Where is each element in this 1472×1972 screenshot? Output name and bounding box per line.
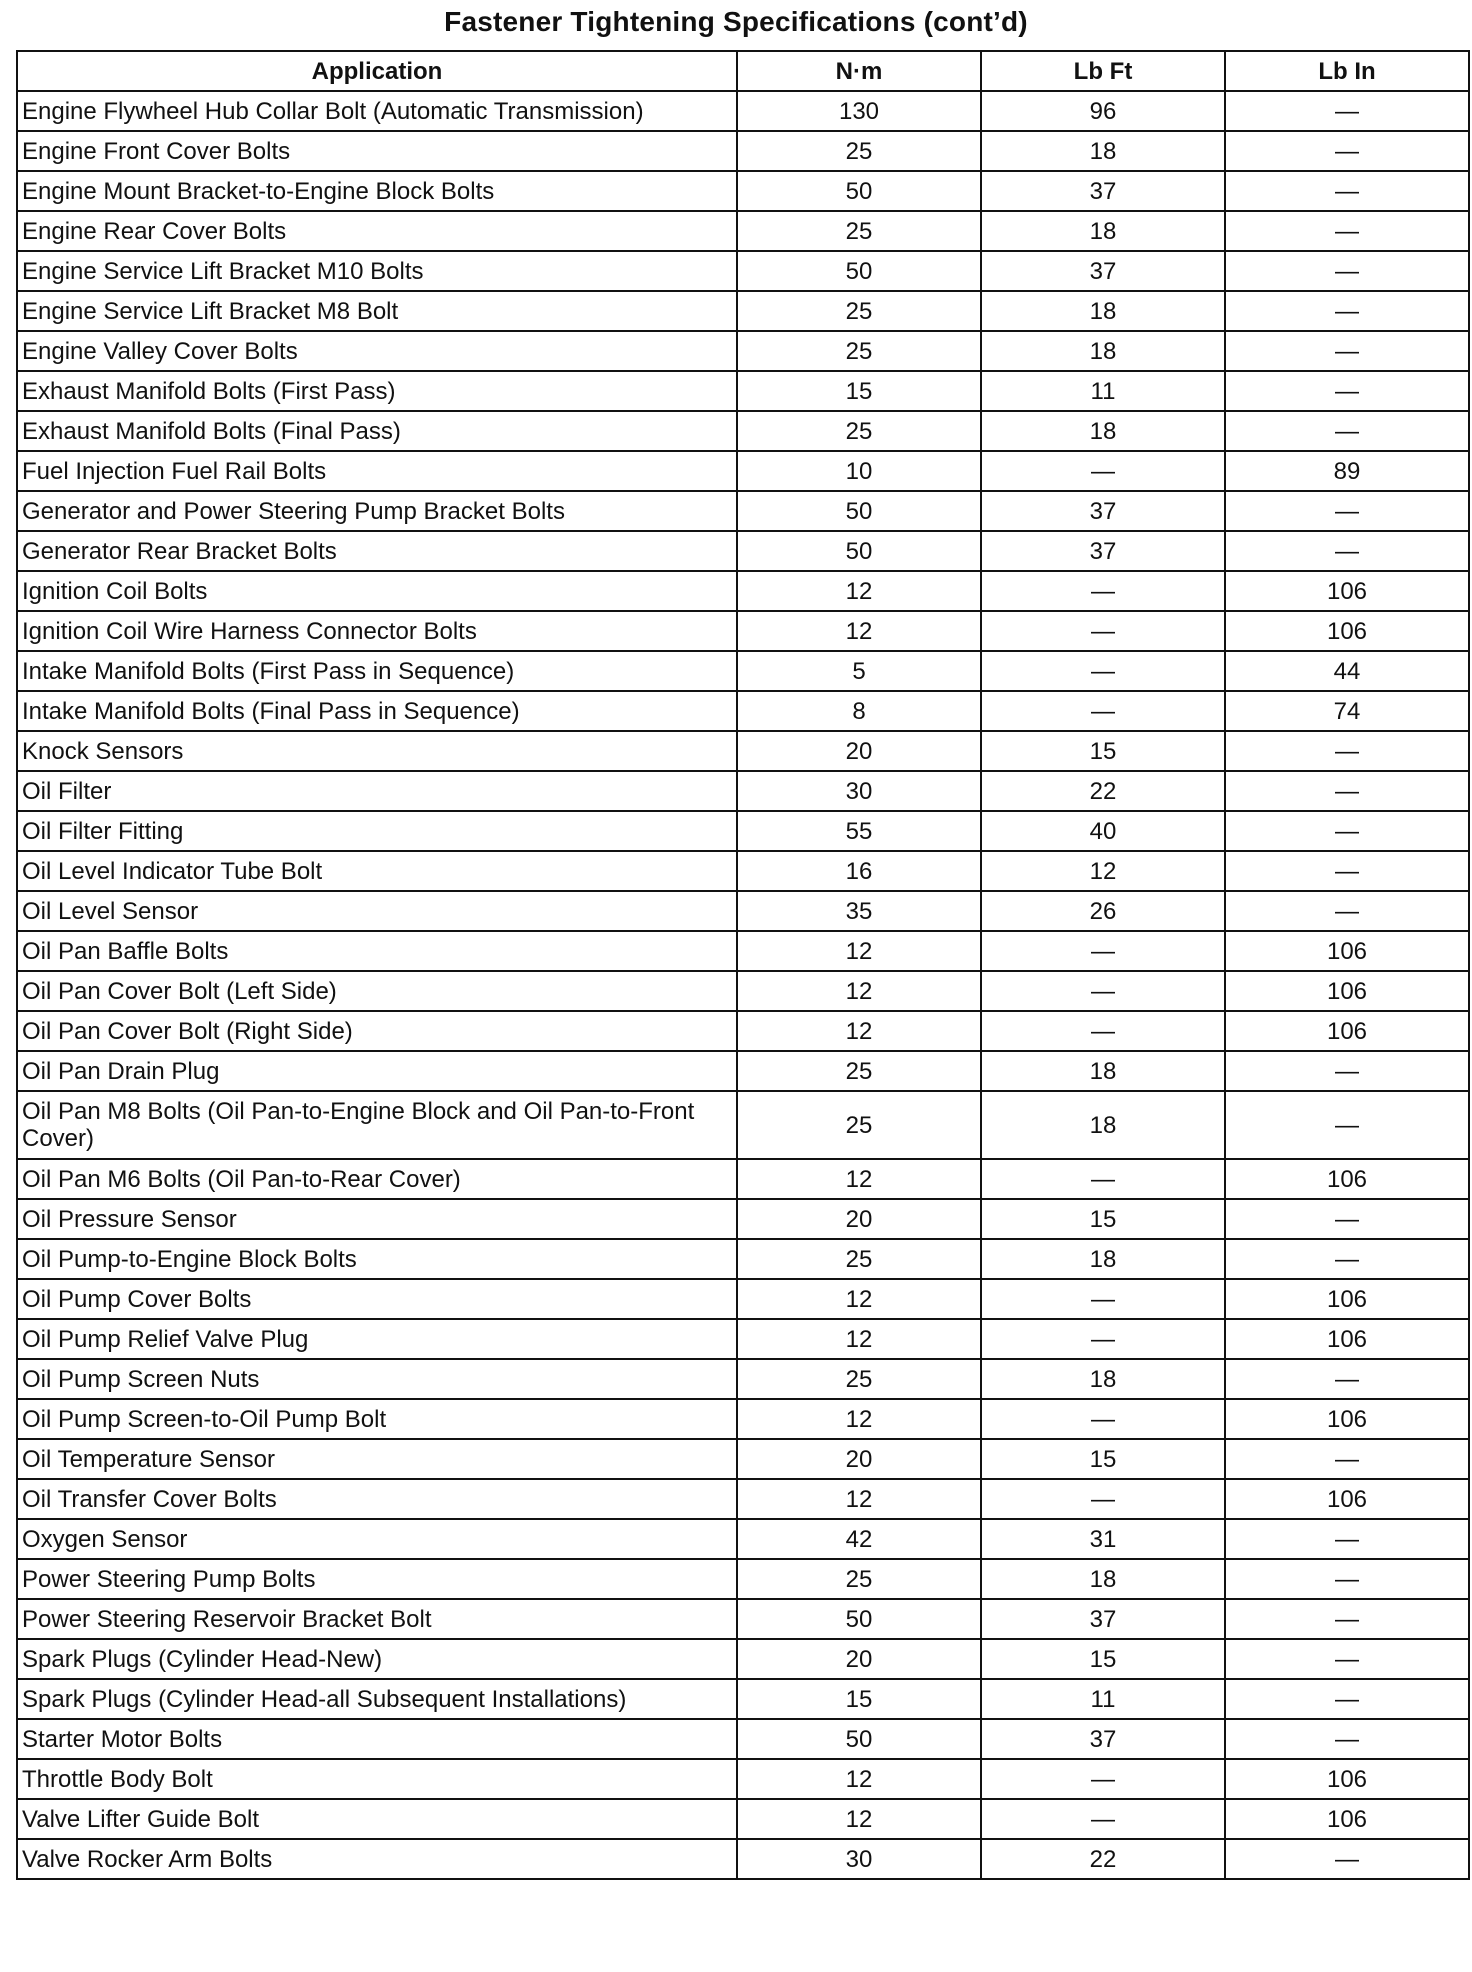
nm-cell: 20 xyxy=(737,731,981,771)
nm-cell: 20 xyxy=(737,1439,981,1479)
nm-cell: 50 xyxy=(737,1599,981,1639)
table-row xyxy=(17,251,1469,291)
application-cell: Oil Filter Fitting xyxy=(17,811,737,851)
application-cell: Oil Pump Screen-to-Oil Pump Bolt xyxy=(17,1399,737,1439)
lb-ft-cell: 37 xyxy=(981,491,1225,531)
table-row xyxy=(17,531,1469,571)
lb-in-cell: 89 xyxy=(1225,451,1469,491)
nm-cell: 12 xyxy=(737,971,981,1011)
table-row xyxy=(17,1159,1469,1199)
table-row xyxy=(17,411,1469,451)
table-row xyxy=(17,1599,1469,1639)
table-row xyxy=(17,731,1469,771)
application-cell: Knock Sensors xyxy=(17,731,737,771)
lb-ft-cell: — xyxy=(981,451,1225,491)
nm-cell: 12 xyxy=(737,571,981,611)
table-row xyxy=(17,1799,1469,1839)
table-row xyxy=(17,291,1469,331)
nm-cell: 15 xyxy=(737,371,981,411)
table-row xyxy=(17,451,1469,491)
nm-cell: 12 xyxy=(737,1319,981,1359)
lb-ft-cell: 11 xyxy=(981,371,1225,411)
table-row xyxy=(17,851,1469,891)
lb-ft-cell: 18 xyxy=(981,1091,1225,1159)
lb-ft-cell: 18 xyxy=(981,291,1225,331)
table-row xyxy=(17,1091,1469,1159)
table-row xyxy=(17,491,1469,531)
lb-ft-cell: 37 xyxy=(981,1719,1225,1759)
lb-ft-cell: 18 xyxy=(981,211,1225,251)
lb-in-cell: — xyxy=(1225,371,1469,411)
lb-in-cell: — xyxy=(1225,891,1469,931)
lb-ft-cell: — xyxy=(981,1159,1225,1199)
application-cell: Intake Manifold Bolts (Final Pass in Sequence) xyxy=(17,691,737,731)
application-cell: Engine Front Cover Bolts xyxy=(17,131,737,171)
application-cell: Oil Level Indicator Tube Bolt xyxy=(17,851,737,891)
lb-in-cell: 106 xyxy=(1225,1799,1469,1839)
application-cell: Oil Pan M6 Bolts (Oil Pan-to-Rear Cover) xyxy=(17,1159,737,1199)
lb-in-cell: — xyxy=(1225,811,1469,851)
application-cell: Oil Pump Relief Valve Plug xyxy=(17,1319,737,1359)
lb-ft-cell: 18 xyxy=(981,1239,1225,1279)
nm-cell: 12 xyxy=(737,1759,981,1799)
table-row xyxy=(17,331,1469,371)
lb-in-cell: — xyxy=(1225,1559,1469,1599)
application-cell: Power Steering Pump Bolts xyxy=(17,1559,737,1599)
lb-ft-cell: — xyxy=(981,1319,1225,1359)
lb-ft-cell: 31 xyxy=(981,1519,1225,1559)
table-row xyxy=(17,171,1469,211)
lb-ft-cell: — xyxy=(981,1479,1225,1519)
lb-ft-cell: — xyxy=(981,1279,1225,1319)
nm-cell: 12 xyxy=(737,1399,981,1439)
nm-cell: 25 xyxy=(737,1051,981,1091)
lb-in-cell: — xyxy=(1225,1599,1469,1639)
nm-cell: 5 xyxy=(737,651,981,691)
application-cell: Oil Pan M8 Bolts (Oil Pan-to-Engine Block and Oil Pan-to-Front Cover) xyxy=(17,1091,737,1159)
lb-in-cell: — xyxy=(1225,1199,1469,1239)
application-cell: Throttle Body Bolt xyxy=(17,1759,737,1799)
lb-ft-cell: — xyxy=(981,651,1225,691)
lb-ft-cell: 18 xyxy=(981,131,1225,171)
lb-ft-cell: 15 xyxy=(981,731,1225,771)
column-header-application: Application xyxy=(17,51,737,91)
application-cell: Engine Valley Cover Bolts xyxy=(17,331,737,371)
table-row xyxy=(17,1679,1469,1719)
application-cell: Power Steering Reservoir Bracket Bolt xyxy=(17,1599,737,1639)
nm-cell: 12 xyxy=(737,611,981,651)
lb-in-cell: — xyxy=(1225,1679,1469,1719)
application-cell: Oil Filter xyxy=(17,771,737,811)
application-cell: Valve Lifter Guide Bolt xyxy=(17,1799,737,1839)
table-row xyxy=(17,131,1469,171)
lb-in-cell: 106 xyxy=(1225,1319,1469,1359)
lb-ft-cell: — xyxy=(981,931,1225,971)
lb-in-cell: — xyxy=(1225,1639,1469,1679)
application-cell: Generator Rear Bracket Bolts xyxy=(17,531,737,571)
application-cell: Oil Temperature Sensor xyxy=(17,1439,737,1479)
lb-in-cell: 106 xyxy=(1225,1479,1469,1519)
lb-in-cell: — xyxy=(1225,1051,1469,1091)
application-cell: Engine Rear Cover Bolts xyxy=(17,211,737,251)
lb-in-cell: — xyxy=(1225,331,1469,371)
lb-in-cell: — xyxy=(1225,211,1469,251)
application-cell: Engine Service Lift Bracket M10 Bolts xyxy=(17,251,737,291)
table-row xyxy=(17,771,1469,811)
nm-cell: 25 xyxy=(737,331,981,371)
lb-ft-cell: — xyxy=(981,1011,1225,1051)
application-cell: Oil Pan Cover Bolt (Left Side) xyxy=(17,971,737,1011)
lb-ft-cell: 11 xyxy=(981,1679,1225,1719)
application-cell: Oil Pressure Sensor xyxy=(17,1199,737,1239)
table-row xyxy=(17,1719,1469,1759)
nm-cell: 50 xyxy=(737,491,981,531)
application-cell: Generator and Power Steering Pump Bracket Bolts xyxy=(17,491,737,531)
nm-cell: 20 xyxy=(737,1199,981,1239)
lb-in-cell: — xyxy=(1225,251,1469,291)
table-header-row xyxy=(17,51,1469,91)
nm-cell: 35 xyxy=(737,891,981,931)
application-cell: Starter Motor Bolts xyxy=(17,1719,737,1759)
application-cell: Intake Manifold Bolts (First Pass in Sequence) xyxy=(17,651,737,691)
nm-cell: 25 xyxy=(737,131,981,171)
application-cell: Ignition Coil Wire Harness Connector Bolts xyxy=(17,611,737,651)
nm-cell: 12 xyxy=(737,1159,981,1199)
application-cell: Exhaust Manifold Bolts (First Pass) xyxy=(17,371,737,411)
lb-in-cell: 44 xyxy=(1225,651,1469,691)
nm-cell: 20 xyxy=(737,1639,981,1679)
table-row xyxy=(17,1759,1469,1799)
application-cell: Oil Pump Cover Bolts xyxy=(17,1279,737,1319)
table-row xyxy=(17,1011,1469,1051)
nm-cell: 25 xyxy=(737,1091,981,1159)
table-row xyxy=(17,811,1469,851)
application-cell: Exhaust Manifold Bolts (Final Pass) xyxy=(17,411,737,451)
lb-in-cell: — xyxy=(1225,771,1469,811)
lb-ft-cell: — xyxy=(981,1759,1225,1799)
fastener-spec-table xyxy=(16,50,1470,1880)
lb-ft-cell: 18 xyxy=(981,411,1225,451)
application-cell: Oil Transfer Cover Bolts xyxy=(17,1479,737,1519)
table-row xyxy=(17,651,1469,691)
nm-cell: 50 xyxy=(737,171,981,211)
nm-cell: 25 xyxy=(737,291,981,331)
lb-ft-cell: — xyxy=(981,1799,1225,1839)
nm-cell: 16 xyxy=(737,851,981,891)
lb-in-cell: 106 xyxy=(1225,1011,1469,1051)
lb-in-cell: 106 xyxy=(1225,611,1469,651)
table-row xyxy=(17,1051,1469,1091)
application-cell: Oil Pan Drain Plug xyxy=(17,1051,737,1091)
lb-in-cell: 106 xyxy=(1225,931,1469,971)
nm-cell: 25 xyxy=(737,1239,981,1279)
nm-cell: 42 xyxy=(737,1519,981,1559)
table-row xyxy=(17,1479,1469,1519)
nm-cell: 12 xyxy=(737,1479,981,1519)
table-row xyxy=(17,931,1469,971)
table-row xyxy=(17,1239,1469,1279)
table-row xyxy=(17,891,1469,931)
lb-ft-cell: 18 xyxy=(981,1051,1225,1091)
lb-ft-cell: 12 xyxy=(981,851,1225,891)
lb-in-cell: 106 xyxy=(1225,1759,1469,1799)
table-row xyxy=(17,91,1469,131)
lb-ft-cell: 18 xyxy=(981,331,1225,371)
lb-ft-cell: 18 xyxy=(981,1559,1225,1599)
nm-cell: 10 xyxy=(737,451,981,491)
lb-ft-cell: — xyxy=(981,1399,1225,1439)
nm-cell: 12 xyxy=(737,1799,981,1839)
lb-in-cell: — xyxy=(1225,1719,1469,1759)
application-cell: Spark Plugs (Cylinder Head-New) xyxy=(17,1639,737,1679)
lb-in-cell: — xyxy=(1225,1359,1469,1399)
application-cell: Oil Pump-to-Engine Block Bolts xyxy=(17,1239,737,1279)
lb-in-cell: — xyxy=(1225,1091,1469,1159)
lb-in-cell: — xyxy=(1225,1439,1469,1479)
lb-ft-cell: 22 xyxy=(981,771,1225,811)
nm-cell: 130 xyxy=(737,91,981,131)
table-row xyxy=(17,1279,1469,1319)
table-row xyxy=(17,1359,1469,1399)
application-cell: Fuel Injection Fuel Rail Bolts xyxy=(17,451,737,491)
lb-ft-cell: 37 xyxy=(981,251,1225,291)
lb-in-cell: — xyxy=(1225,491,1469,531)
application-cell: Valve Rocker Arm Bolts xyxy=(17,1839,737,1879)
application-cell: Oil Pump Screen Nuts xyxy=(17,1359,737,1399)
lb-ft-cell: 37 xyxy=(981,531,1225,571)
lb-ft-cell: — xyxy=(981,971,1225,1011)
nm-cell: 30 xyxy=(737,1839,981,1879)
lb-in-cell: — xyxy=(1225,171,1469,211)
application-cell: Oxygen Sensor xyxy=(17,1519,737,1559)
lb-in-cell: 106 xyxy=(1225,1279,1469,1319)
nm-cell: 50 xyxy=(737,531,981,571)
lb-in-cell: 106 xyxy=(1225,571,1469,611)
lb-ft-cell: — xyxy=(981,691,1225,731)
application-cell: Engine Flywheel Hub Collar Bolt (Automatic Transmission) xyxy=(17,91,737,131)
lb-ft-cell: 40 xyxy=(981,811,1225,851)
application-cell: Oil Pan Cover Bolt (Right Side) xyxy=(17,1011,737,1051)
lb-ft-cell: 37 xyxy=(981,171,1225,211)
table-row xyxy=(17,971,1469,1011)
nm-cell: 55 xyxy=(737,811,981,851)
nm-cell: 50 xyxy=(737,251,981,291)
lb-in-cell: — xyxy=(1225,1519,1469,1559)
table-row xyxy=(17,571,1469,611)
nm-cell: 15 xyxy=(737,1679,981,1719)
lb-in-cell: — xyxy=(1225,1239,1469,1279)
nm-cell: 25 xyxy=(737,211,981,251)
nm-cell: 8 xyxy=(737,691,981,731)
lb-ft-cell: — xyxy=(981,611,1225,651)
lb-in-cell: — xyxy=(1225,291,1469,331)
table-row xyxy=(17,371,1469,411)
lb-in-cell: 106 xyxy=(1225,971,1469,1011)
lb-in-cell: — xyxy=(1225,131,1469,171)
lb-in-cell: — xyxy=(1225,731,1469,771)
column-header-nm: N·m xyxy=(737,51,981,91)
lb-in-cell: 106 xyxy=(1225,1399,1469,1439)
lb-in-cell: 106 xyxy=(1225,1159,1469,1199)
lb-ft-cell: 18 xyxy=(981,1359,1225,1399)
application-cell: Engine Mount Bracket-to-Engine Block Bolts xyxy=(17,171,737,211)
table-row xyxy=(17,211,1469,251)
column-header-lb-ft: Lb Ft xyxy=(981,51,1225,91)
table-row xyxy=(17,1399,1469,1439)
lb-in-cell: — xyxy=(1225,411,1469,451)
lb-in-cell: 74 xyxy=(1225,691,1469,731)
nm-cell: 25 xyxy=(737,411,981,451)
nm-cell: 50 xyxy=(737,1719,981,1759)
table-row xyxy=(17,1319,1469,1359)
lb-ft-cell: 15 xyxy=(981,1639,1225,1679)
lb-in-cell: — xyxy=(1225,91,1469,131)
lb-in-cell: — xyxy=(1225,531,1469,571)
table-row xyxy=(17,1639,1469,1679)
lb-in-cell: — xyxy=(1225,851,1469,891)
nm-cell: 12 xyxy=(737,1279,981,1319)
table-body xyxy=(17,91,1469,1879)
nm-cell: 12 xyxy=(737,931,981,971)
lb-ft-cell: 22 xyxy=(981,1839,1225,1879)
lb-in-cell: — xyxy=(1225,1839,1469,1879)
page-title: Fastener Tightening Specifications (cont’d) xyxy=(444,6,1028,37)
table-row xyxy=(17,1519,1469,1559)
lb-ft-cell: 15 xyxy=(981,1199,1225,1239)
nm-cell: 25 xyxy=(737,1359,981,1399)
table-row xyxy=(17,1439,1469,1479)
nm-cell: 30 xyxy=(737,771,981,811)
table-row xyxy=(17,1199,1469,1239)
lb-ft-cell: 15 xyxy=(981,1439,1225,1479)
table-row xyxy=(17,1839,1469,1879)
application-cell: Oil Level Sensor xyxy=(17,891,737,931)
application-cell: Spark Plugs (Cylinder Head-all Subsequent Installations) xyxy=(17,1679,737,1719)
application-cell: Oil Pan Baffle Bolts xyxy=(17,931,737,971)
lb-ft-cell: 96 xyxy=(981,91,1225,131)
lb-ft-cell: — xyxy=(981,571,1225,611)
lb-ft-cell: 37 xyxy=(981,1599,1225,1639)
lb-ft-cell: 26 xyxy=(981,891,1225,931)
nm-cell: 12 xyxy=(737,1011,981,1051)
table-row xyxy=(17,611,1469,651)
application-cell: Engine Service Lift Bracket M8 Bolt xyxy=(17,291,737,331)
application-cell: Ignition Coil Bolts xyxy=(17,571,737,611)
table-row xyxy=(17,691,1469,731)
column-header-lb-in: Lb In xyxy=(1225,51,1469,91)
table-row xyxy=(17,1559,1469,1599)
nm-cell: 25 xyxy=(737,1559,981,1599)
